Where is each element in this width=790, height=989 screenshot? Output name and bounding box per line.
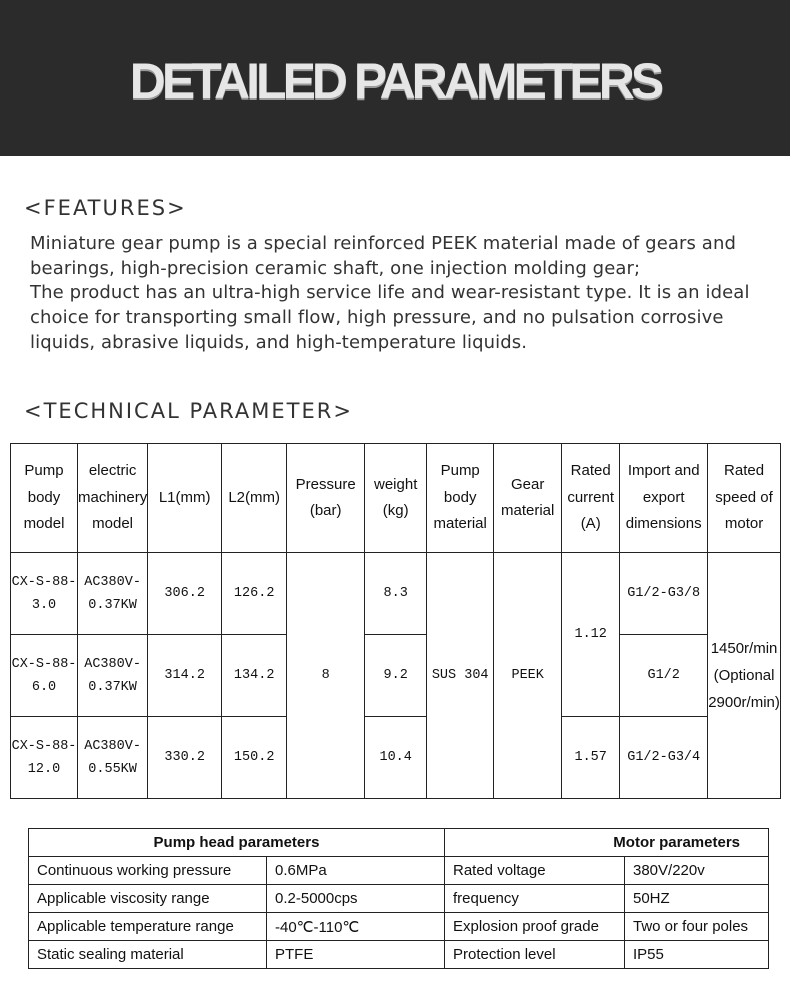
l1-cell: 330.2 bbox=[148, 717, 222, 799]
dims-cell: G1/2-G3/4 bbox=[620, 717, 708, 799]
header-cell: Rated speed of motor bbox=[708, 444, 781, 553]
l2-cell: 150.2 bbox=[222, 717, 287, 799]
l2-cell: 126.2 bbox=[222, 553, 287, 635]
model-cell: CX-S-88-3.0 bbox=[11, 553, 78, 635]
technical-parameter-table bbox=[10, 443, 781, 799]
header-cell: Rated current (A) bbox=[562, 444, 620, 553]
table-row bbox=[11, 717, 781, 799]
features-paragraph-2: The product has an ultra-high service life and wear-resistant type. It is an ideal choice for transporting small flow, high pressure, and no pulsation corrosive liquids, abrasive liquids, and high-temperature liquids. bbox=[30, 282, 750, 353]
model-cell: CX-S-88-12.0 bbox=[11, 717, 78, 799]
weight-cell: 9.2 bbox=[365, 635, 427, 717]
table-header-row bbox=[11, 444, 781, 553]
weight-cell: 8.3 bbox=[365, 553, 427, 635]
params-row bbox=[29, 857, 769, 885]
features-text bbox=[30, 232, 760, 356]
params-row bbox=[29, 913, 769, 941]
l1-cell: 314.2 bbox=[148, 635, 222, 717]
weight-cell: 10.4 bbox=[365, 717, 427, 799]
dims-cell: G1/2-G3/8 bbox=[620, 553, 708, 635]
l1-cell: 306.2 bbox=[148, 553, 222, 635]
table-row bbox=[11, 553, 781, 635]
pump-param-label: Static sealing material bbox=[29, 941, 267, 969]
motor-param-label: Rated voltage bbox=[445, 857, 625, 885]
motor-param-label: frequency bbox=[445, 885, 625, 913]
motor-param-value: Two or four poles bbox=[625, 913, 769, 941]
header-banner bbox=[0, 0, 790, 156]
motor-cell: AC380V-0.37KW bbox=[78, 635, 148, 717]
header-cell: Pressure (bar) bbox=[287, 444, 365, 553]
header-cell: Import and export dimensions bbox=[620, 444, 708, 553]
motor-param-value: IP55 bbox=[625, 941, 769, 969]
body-material-cell: SUS 304 bbox=[427, 553, 494, 799]
header-cell: electric machinery model bbox=[78, 444, 148, 553]
pump-head-title: Pump head parameters bbox=[29, 829, 445, 857]
header-cell: L2(mm) bbox=[222, 444, 287, 553]
params-row bbox=[29, 885, 769, 913]
pump-param-value: PTFE bbox=[267, 941, 445, 969]
motor-cell: AC380V-0.55KW bbox=[78, 717, 148, 799]
params-row bbox=[29, 941, 769, 969]
dims-cell: G1/2 bbox=[620, 635, 708, 717]
header-cell: L1(mm) bbox=[148, 444, 222, 553]
motor-title: Motor parameters bbox=[445, 829, 769, 857]
current-cell: 1.12 bbox=[562, 553, 620, 717]
gear-material-cell: PEEK bbox=[494, 553, 562, 799]
model-cell: CX-S-88-6.0 bbox=[11, 635, 78, 717]
params-header-row bbox=[29, 829, 769, 857]
table-row bbox=[11, 635, 781, 717]
motor-param-label: Protection level bbox=[445, 941, 625, 969]
current-cell: 1.57 bbox=[562, 717, 620, 799]
pump-param-label: Applicable temperature range bbox=[29, 913, 267, 941]
header-cell: Pump body model bbox=[11, 444, 78, 553]
features-heading: <FEATURES> bbox=[24, 196, 187, 220]
motor-param-value: 380V/220v bbox=[625, 857, 769, 885]
banner-title: DETAILED PARAMETERS bbox=[129, 53, 661, 109]
pressure-cell: 8 bbox=[287, 553, 365, 799]
pump-param-value: 0.2-5000cps bbox=[267, 885, 445, 913]
motor-param-label: Explosion proof grade bbox=[445, 913, 625, 941]
speed-cell: 1450r/min (Optional 2900r/min) bbox=[708, 553, 781, 799]
motor-cell: AC380V-0.37KW bbox=[78, 553, 148, 635]
l2-cell: 134.2 bbox=[222, 635, 287, 717]
header-cell: Gear material bbox=[494, 444, 562, 553]
features-paragraph-1: Miniature gear pump is a special reinforced PEEK material made of gears and bearings, high-precision ceramic shaft, one injection molding gear; bbox=[30, 233, 736, 279]
pump-motor-parameters-table bbox=[28, 828, 769, 969]
pump-param-value: -40℃-110℃ bbox=[267, 913, 445, 941]
pump-param-value: 0.6MPa bbox=[267, 857, 445, 885]
header-cell: weight (kg) bbox=[365, 444, 427, 553]
technical-heading: <TECHNICAL PARAMETER> bbox=[24, 399, 353, 423]
header-cell: Pump body material bbox=[427, 444, 494, 553]
motor-param-value: 50HZ bbox=[625, 885, 769, 913]
pump-param-label: Applicable viscosity range bbox=[29, 885, 267, 913]
pump-param-label: Continuous working pressure bbox=[29, 857, 267, 885]
